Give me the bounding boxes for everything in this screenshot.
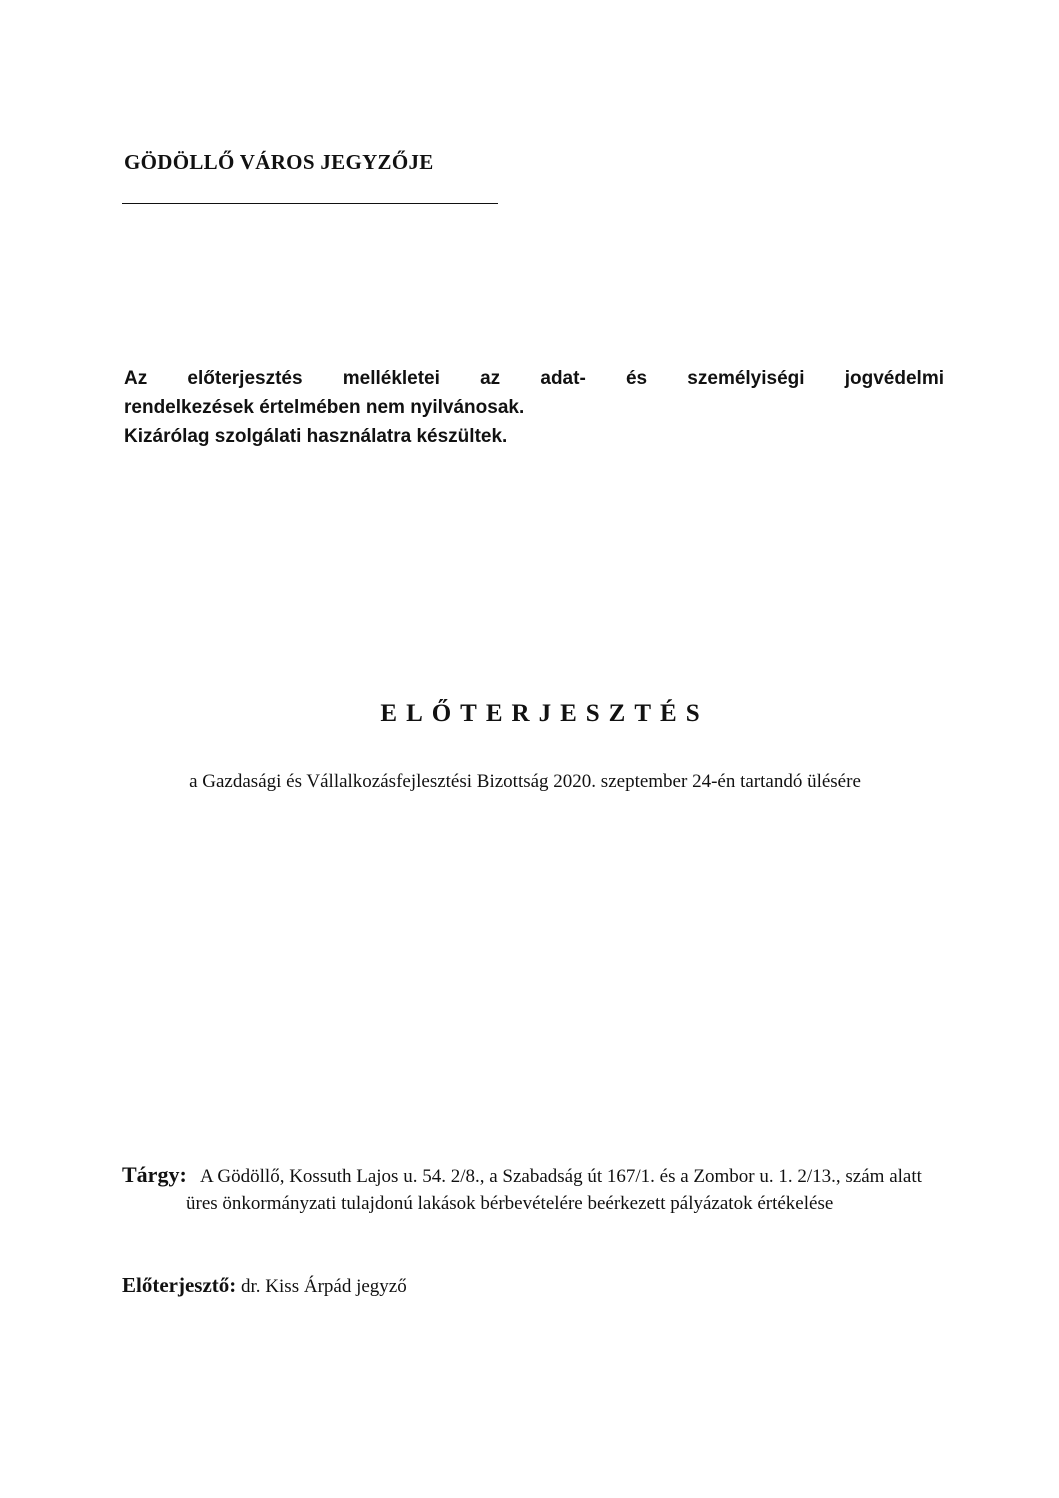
presenter-name: dr. Kiss Árpád jegyző [241,1276,407,1297]
subject-block [122,1163,942,1217]
notice-line-3: Kizárólag szolgálati használatra készültek. [124,426,508,447]
notice-line-2: rendelkezések értelmében nem nyilvánosak. [124,397,525,418]
presenter-label: Előterjesztő: [122,1273,237,1297]
presenter-block [122,1273,407,1298]
confidentiality-notice [124,364,944,451]
notice-line-1: Az előterjesztés mellékletei az adat- és személyiségi jogvédelmi [124,368,944,389]
subject-label: Tárgy: [122,1162,187,1187]
document-subtitle: a Gazdasági és Vállalkozásfejlesztési Bizottság 2020. szeptember 24-én tartandó ülésére [189,771,861,792]
authority-underline [122,203,498,204]
subject-text: A Gödöllő, Kossuth Lajos u. 54. 2/8., a Szabadság út 167/1. és a Zombor u. 1. 2/13., szám alatt üres önkormányzati tulajdonú lakások bérbevételére beérkezett pályázatok értékelése [186,1166,922,1214]
document-title: ELŐTERJESZTÉS [380,700,709,727]
issuing-authority: GÖDÖLLŐ VÁROS JEGYZŐJE [124,150,434,174]
